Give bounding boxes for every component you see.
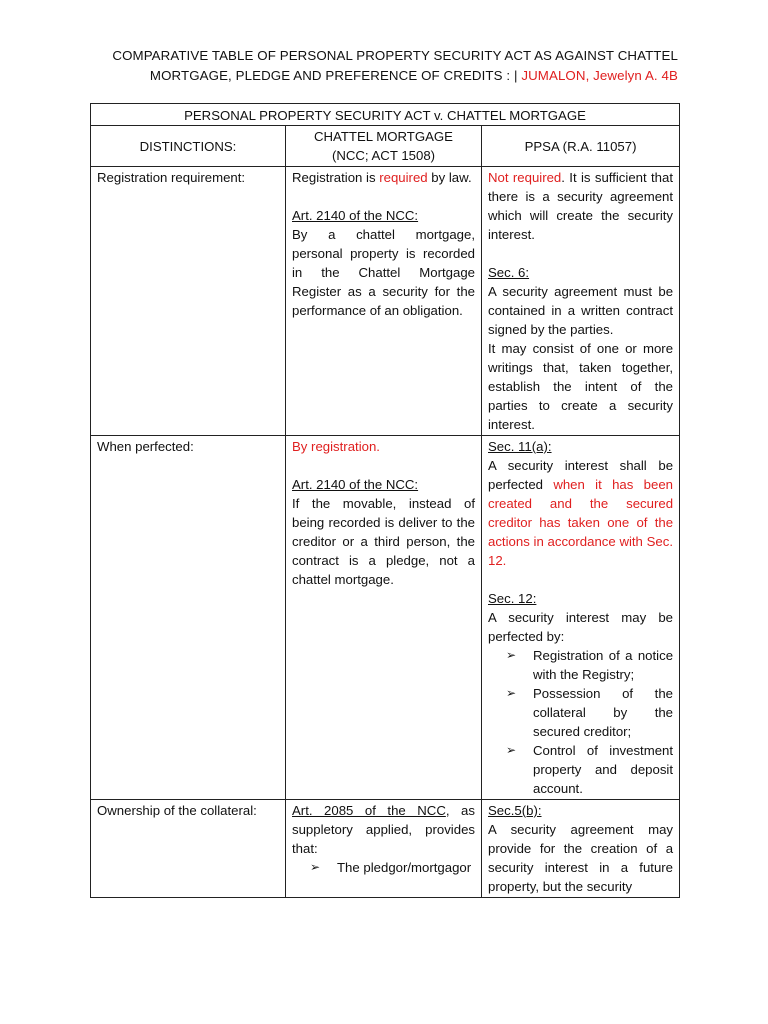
title-line-2 xyxy=(90,66,678,86)
cell-cm-registration xyxy=(286,167,482,436)
author-name: JUMALON, Jewelyn A. 4B xyxy=(521,68,678,83)
row-label-registration: Registration requirement: xyxy=(91,167,286,436)
text-span: Registration is xyxy=(292,170,380,185)
table-row xyxy=(91,800,680,898)
ppsa-ownership-body: A security agreement may provide for the creation of a security interest in a future property, but the security xyxy=(488,822,674,894)
text-span: A security interest shall be perfected xyxy=(488,458,674,492)
cm-ownership-text xyxy=(292,801,475,858)
ppsa-perfected-intro: A security interest may be perfected by: xyxy=(488,610,674,644)
spacer xyxy=(292,456,475,475)
header-ppsa: PPSA (R.A. 11057) xyxy=(482,126,680,167)
ppsa-registration-body-2: It may consist of one or more writings that, taken together, establish the intent of the parties to create a security interest. xyxy=(488,341,674,432)
table-header-row xyxy=(91,126,680,167)
text-span: , as suppletory applied, provides that: xyxy=(292,803,475,856)
legal-reference: Art. 2140 of the NCC: xyxy=(292,208,419,223)
ppsa-perfected-text xyxy=(488,456,673,570)
ppsa-registration-body-1: A security agreement must be contained in a written contract signed by the parties. xyxy=(488,284,674,337)
text-span: by law. xyxy=(427,170,472,185)
ownership-list xyxy=(292,858,475,877)
legal-reference: Sec. 11(a): xyxy=(488,439,552,454)
text-span: . It is sufficient that there is a security agreement which will create the security interest. xyxy=(488,170,674,242)
legal-reference: Sec. 12: xyxy=(488,591,537,606)
cm-registration-body: By a chattel mortgage, personal property is recorded in the Chattel Mortgage Register as a security for the performance of an obligation. xyxy=(292,227,475,318)
list-item: ➢ Possession of the collateral by the secured creditor; xyxy=(506,684,673,741)
legal-reference: Art. 2085 of the NCC xyxy=(292,803,446,818)
cell-ppsa-ownership xyxy=(482,800,680,898)
spacer xyxy=(488,244,673,263)
list-item: ➢ The pledgor/mortgagor xyxy=(310,858,475,877)
spacer xyxy=(488,570,673,589)
list-item: ➢ Registration of a notice with the Registry; xyxy=(506,646,673,684)
cell-cm-perfected xyxy=(286,436,482,800)
title-line-2-text: MORTGAGE, PLEDGE AND PREFERENCE OF CREDITS : | xyxy=(149,68,522,83)
emphasis-required: required xyxy=(379,170,428,185)
cell-ppsa-registration xyxy=(482,167,680,436)
row-label-perfected: When perfected: xyxy=(91,436,286,800)
cm-perfected-body: If the movable, instead of being recorded is deliver to the creditor or a third person, the contract is a pledge, not a chattel mortgage. xyxy=(292,496,475,587)
cm-registration-text xyxy=(292,168,475,187)
cell-ppsa-perfected xyxy=(482,436,680,800)
document-title xyxy=(90,46,678,86)
legal-reference: Art. 2140 of the NCC: xyxy=(292,477,419,492)
emphasis-perfection-rule: when it has been created and the secured creditor has taken one of the actions in accordance with Sec. 12. xyxy=(488,477,674,568)
header-chattel-mortgage: CHATTEL MORTGAGE (NCC; ACT 1508) xyxy=(286,126,482,167)
ppsa-registration-text xyxy=(488,168,673,244)
legal-reference: Sec.5(b): xyxy=(488,803,542,818)
list-item: ➢ Control of investment property and deposit account. xyxy=(506,741,673,798)
cell-cm-ownership xyxy=(286,800,482,898)
legal-reference: Sec. 6: xyxy=(488,265,530,280)
emphasis-not-required: Not required xyxy=(488,170,562,185)
table-caption-row xyxy=(91,104,680,126)
header-distinctions: DISTINCTIONS: xyxy=(91,126,286,167)
comparison-table xyxy=(90,103,680,898)
table-caption: PERSONAL PROPERTY SECURITY ACT v. CHATTEL MORTGAGE xyxy=(91,104,680,126)
perfection-methods-list xyxy=(488,646,673,798)
title-line-1: COMPARATIVE TABLE OF PERSONAL PROPERTY SECURITY ACT AS AGAINST CHATTEL xyxy=(112,48,678,63)
row-label-ownership: Ownership of the collateral: xyxy=(91,800,286,898)
spacer xyxy=(292,187,475,206)
table-row xyxy=(91,436,680,800)
table-row xyxy=(91,167,680,436)
emphasis-by-registration: By registration. xyxy=(292,439,380,454)
